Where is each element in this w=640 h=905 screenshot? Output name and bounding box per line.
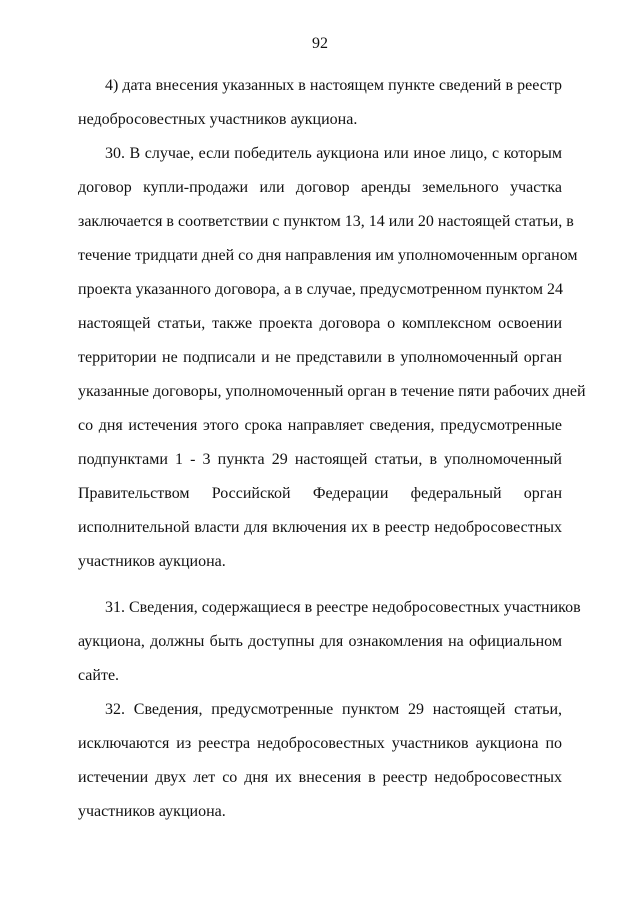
text-line: проекта указанного договора, а в случае, предусмотренном пунктом 24 [78,281,564,298]
text-line: участников аукциона. [78,803,226,820]
text-line: течение тридцати дней со дня направления им уполномоченным органом [78,247,578,264]
text-line: исключаются из реестра недобросовестных участников аукциона по [78,735,562,752]
text-line: 4) дата внесения указанных в настоящем пункте сведений в реестр [105,77,562,94]
text-line: договор купли-продажи или договор аренды земельного участка [78,179,562,196]
text-line: 31. Сведения, содержащиеся в реестре недобросовестных участников [105,599,581,616]
text-line: территории не подписали и не представили в уполномоченный орган [78,349,562,366]
text-line: со дня истечения этого срока направляет сведения, предусмотренные [78,417,562,434]
text-line: сайте. [78,667,120,684]
text-line: подпунктами 1 - 3 пункта 29 настоящей статьи, в уполномоченный [78,451,562,468]
text-line: исполнительной власти для включения их в реестр недобросовестных [78,519,562,536]
page-number: 92 [312,35,328,52]
text-line: указанные договоры, уполномоченный орган в течение пяти рабочих дней [78,383,586,400]
text-line: недобросовестных участников аукциона. [78,111,358,128]
text-line: аукциона, должны быть доступны для ознакомления на официальном [78,633,562,650]
text-line: участников аукциона. [78,553,226,570]
text-line: 32. Сведения, предусмотренные пунктом 29 настоящей статьи, [105,701,562,718]
text-line: истечении двух лет со дня их внесения в реестр недобросовестных [78,769,562,786]
text-line: 30. В случае, если победитель аукциона или иное лицо, с которым [105,145,562,162]
text-line: Правительством Российской Федерации федеральный орган [78,485,562,502]
text-line: настоящей статьи, также проекта договора о комплексном освоении [78,315,562,332]
text-line: заключается в соответствии с пунктом 13, 14 или 20 настоящей статьи, в [78,213,574,230]
